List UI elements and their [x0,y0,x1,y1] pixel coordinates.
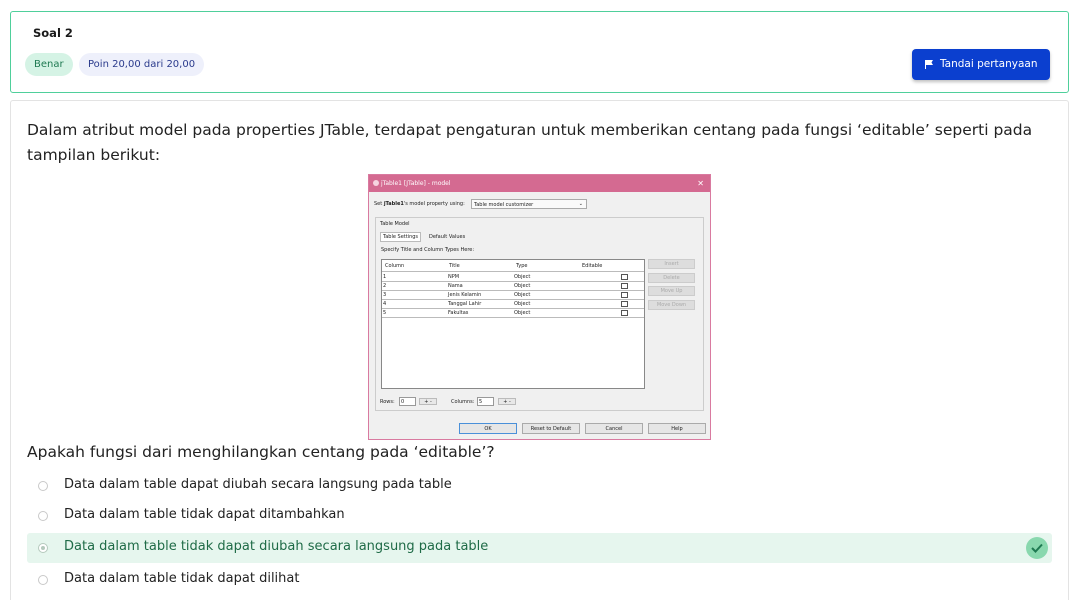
cell-title: NPM [448,274,460,280]
table-row [382,273,644,282]
question-text: Dalam atribut model pada properties JTable, terdapat pengaturan untuk memberikan centang pada fungsi ‘editable’ seperti pada tampilan berikut: [27,121,1033,164]
help-button: Help [648,423,706,434]
section-label: Specify Title and Column Types Here: [381,247,475,253]
set-bold: jTable1 [383,201,404,207]
answer-option[interactable] [27,565,1052,595]
header-column: Column [385,263,405,269]
cancel-button: Cancel [585,423,643,434]
cell-column: 3 [383,292,387,298]
dialog-titlebar [369,175,710,192]
editable-checkbox [621,274,628,280]
columns-label: Columns: [451,399,475,405]
insert-button: Insert [648,259,695,269]
set-label [374,201,465,207]
rows-input: 0 [399,397,416,406]
points-badge: Poin 20,00 dari 20,00 [79,53,204,76]
flag-icon [925,60,933,69]
set-suffix: 's model property using: [403,201,465,207]
editable-checkbox [621,292,628,298]
cell-title: Nama [448,283,463,289]
question-body-card [10,100,1069,600]
question-info-card [10,11,1069,93]
editable-checkbox [621,310,628,316]
table-row [382,291,644,300]
cell-title: Tanggal Lahir [448,301,482,307]
header-title: Title [449,263,460,269]
columns-input: 5 [477,397,494,406]
table-header [382,260,644,272]
reset-default-button: Reset to Default [522,423,580,434]
cell-title: Jenis Kelamin [448,292,482,298]
status-badge: Benar [25,53,73,76]
header-editable: Editable [582,263,603,269]
cell-type: Object [514,292,531,298]
move-up-button: Move Up [648,286,695,296]
cell-column: 4 [383,301,387,307]
radio-button[interactable] [38,511,48,521]
cell-title: Fakultas [448,310,469,316]
check-icon [1026,537,1048,559]
answer-option-label: Data dalam table tidak dapat dilihat [64,571,300,586]
group-label: Table Model [380,221,410,227]
customizer-select [471,199,587,209]
flag-question-label: Tandai pertanyaan [940,58,1038,70]
columns-table [381,259,645,389]
cell-type: Object [514,274,531,280]
answer-option[interactable] [27,501,1052,531]
set-prefix: Set [374,201,383,207]
rows-spinner: + - [419,398,437,405]
tab-table-settings: Table Settings [380,232,421,242]
customizer-value: Table model customizer [474,202,534,208]
jtable-model-screenshot [368,174,711,440]
cell-type: Object [514,310,531,316]
answer-option-correct[interactable] [27,533,1052,563]
radio-button[interactable] [38,575,48,585]
question-prompt: Apakah fungsi dari menghilangkan centang pada ‘editable’? [27,443,495,461]
editable-checkbox [621,301,628,307]
table-row [382,300,644,309]
table-row [382,309,644,318]
answer-option-label: Data dalam table tidak dapat ditambahkan [64,507,345,522]
chevron-down-icon: ⌄ [578,201,583,207]
columns-spinner: + - [498,398,516,405]
move-down-button: Move Down [648,300,695,310]
rows-label: Rows: [380,399,395,405]
cell-type: Object [514,301,531,307]
editable-checkbox [621,283,628,289]
answer-option[interactable] [27,471,1052,501]
header-type: Type [516,263,528,269]
table-row [382,282,644,291]
question-number: Soal 2 [33,26,73,40]
answer-option-label: Data dalam table tidak dapat diubah secara langsung pada table [64,539,489,554]
dialog-title: jTable1 [JTable] - model [381,180,451,187]
cell-column: 5 [383,310,387,316]
close-icon: ✕ [697,179,704,188]
cell-column: 1 [383,274,387,280]
ok-button: OK [459,423,517,434]
cell-column: 2 [383,283,387,289]
answer-option-label: Data dalam table dapat diubah secara langsung pada table [64,477,452,492]
radio-button[interactable] [38,543,48,553]
flag-question-button[interactable] [912,49,1050,80]
tab-default-values: Default Values [429,234,466,240]
delete-button: Delete [648,273,695,283]
cell-type: Object [514,283,531,289]
radio-button[interactable] [38,481,48,491]
app-icon [373,180,379,186]
